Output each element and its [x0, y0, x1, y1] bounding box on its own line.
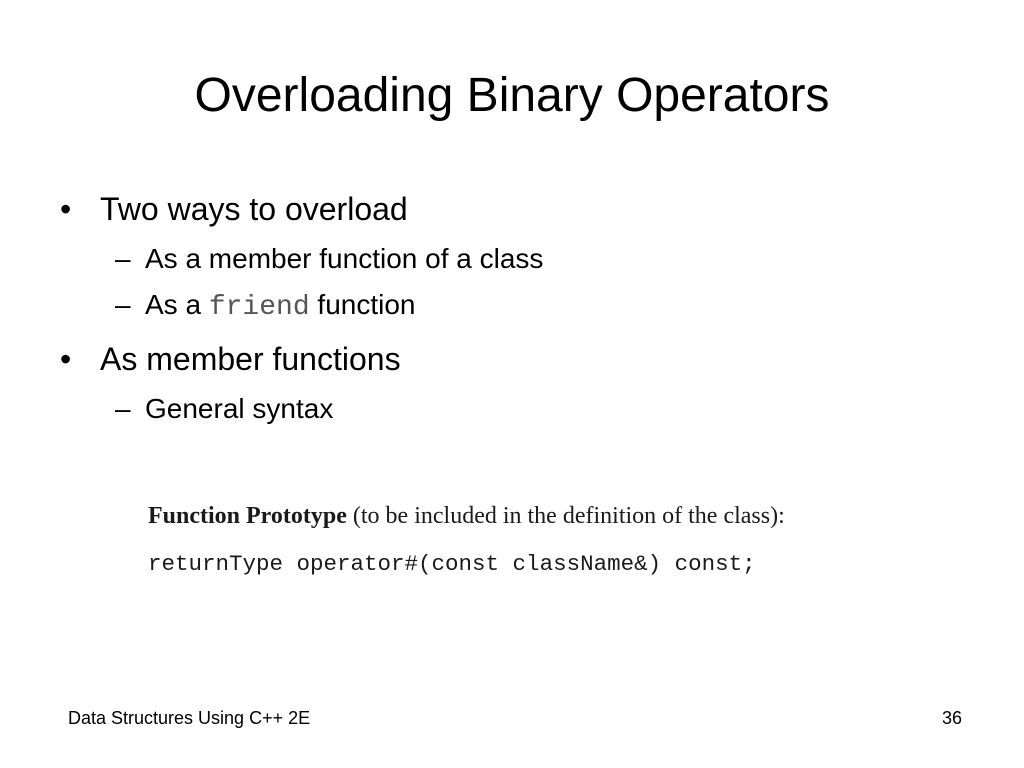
bullet-text: As member functions [100, 341, 401, 377]
prototype-heading-bold: Function Prototype [148, 503, 347, 529]
page-number: 36 [941, 708, 962, 728]
slide-title: Overloading Binary Operators [194, 69, 830, 122]
bullet-item [60, 189, 408, 229]
sub-bullet-item [115, 287, 416, 326]
bullet-text: Two ways to overload [100, 191, 408, 227]
sub-bullet-text: As a member function of a class [145, 243, 544, 274]
bullet-item [60, 339, 401, 379]
bullet-marker: • [60, 191, 72, 227]
prototype-heading-rest: (to be included in the definition of the class): [346, 503, 785, 529]
sub-bullet-marker: – [115, 393, 131, 424]
sub-bullet-marker: – [115, 243, 131, 274]
sub-bullet-text-after: function [309, 289, 416, 320]
sub-bullet-text-before: As a [145, 289, 209, 320]
sub-bullet-marker: – [115, 289, 131, 320]
footer-course-title: Data Structures Using C++ 2E [68, 708, 311, 728]
prototype-code: returnType operator#(const className&) const; [148, 551, 756, 577]
friend-keyword: friend [208, 292, 310, 323]
sub-bullet-text: General syntax [145, 393, 334, 424]
prototype-heading [148, 500, 785, 532]
sub-bullet-item [115, 391, 334, 427]
sub-bullet-item [115, 241, 544, 277]
bullet-marker: • [60, 341, 72, 377]
